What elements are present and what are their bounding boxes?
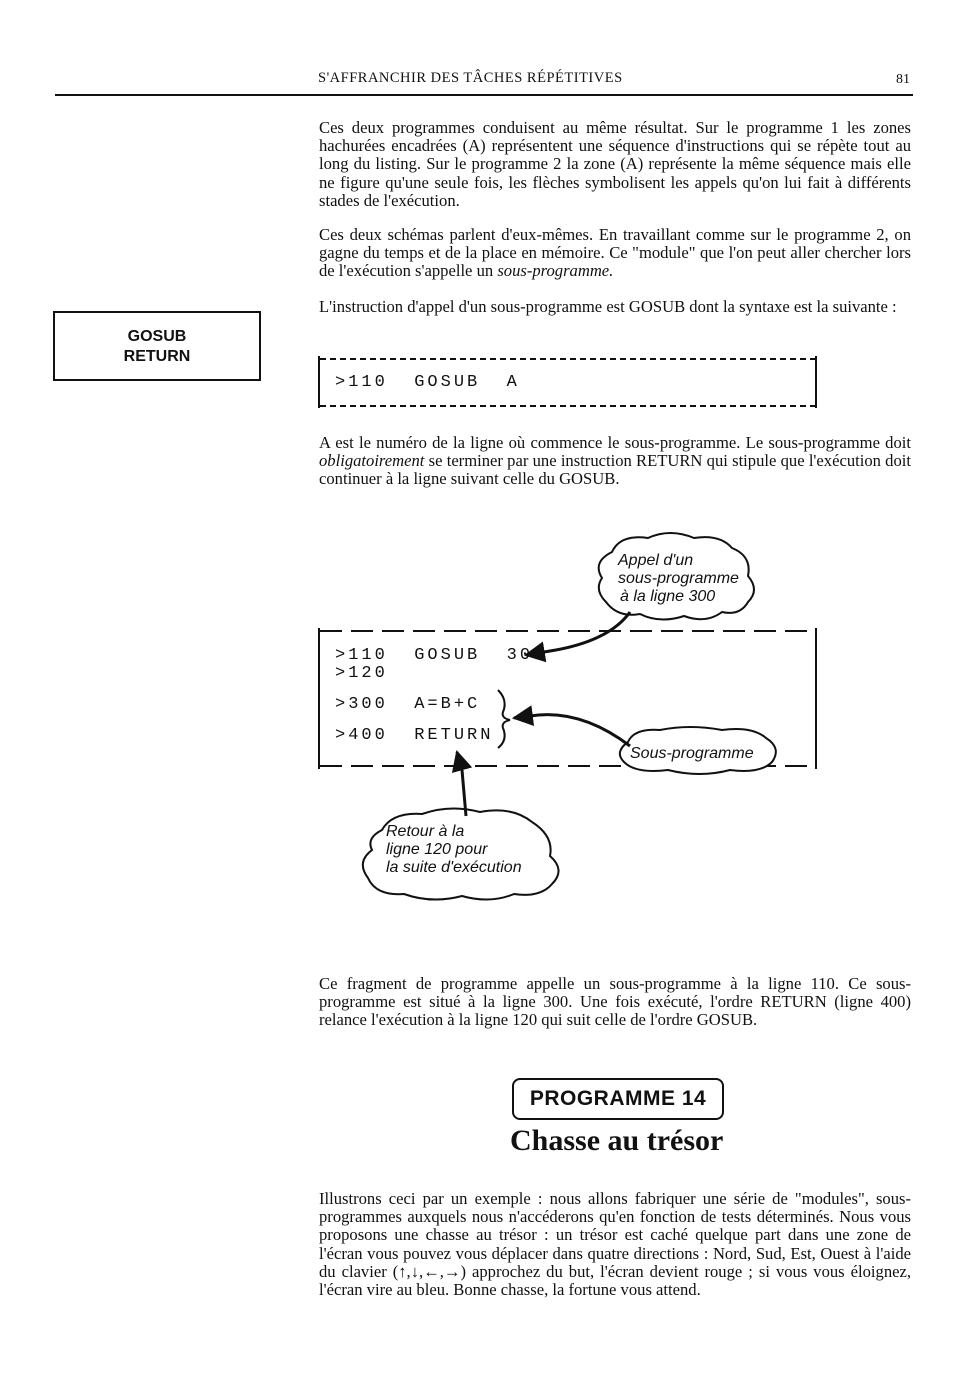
cloud-sub-label: Sous-programme: [630, 745, 754, 762]
code-line-300: >300 A=B+C: [335, 695, 481, 714]
page-number: 81: [896, 72, 910, 87]
code-line-120: >120: [335, 664, 388, 683]
paragraph-6: Illustrons ceci par un exemple : nous allons fabriquer une série de "modules", sous-programmes auxquels nous n'accéderons qu'en fonction de tests déterminés. Nous vous proposons une chasse au trésor : un trésor est caché quelque part dans une zone de l'écran vous pouvez vous déplacer dans quatre directions : Nord, Sud, Est, Ouest à l'aide du clavier (↑,↓,←,→) approchez du but, l'écran devient rouge ; si vous vous éloignez, l'écran vire au bleu. Bonne chasse, la fortune vous attend.: [319, 1189, 911, 1300]
paragraph-4-emphasis: obligatoirement: [319, 451, 425, 471]
cloud-return-line-2: ligne 120 pour: [386, 841, 488, 858]
programme-title: Chasse au trésor: [510, 1124, 724, 1157]
paragraph-1: Ces deux programmes conduisent au même résultat. Sur le programme 1 les zones hachurées encadrées (A) représentent une séquence d'instructions qui se répète tout au long du listing. Sur le programme 2 la zone (A) représente la même séquence mais elle ne figure qu'une seule fois, les flèches symbolisent les appels qu'on lui fait à différents stades de l'exécution.: [319, 118, 911, 210]
cloud-call-line-3: à la ligne 300: [620, 588, 716, 605]
cloud-return-line-1: Retour à la: [386, 823, 465, 840]
paragraph-4-text-start: A est le numéro de la ligne où commence le sous-programme. Le sous-programme doit: [319, 433, 911, 452]
margin-keyword-gosub: GOSUB: [127, 328, 187, 345]
running-header: S'AFFRANCHIR DES TÂCHES RÉPÉTITIVES: [318, 70, 623, 86]
subroutine-brace: [498, 690, 510, 748]
paragraph-5: Ce fragment de programme appelle un sous-programme à la ligne 110. Ce sous-programme est situé à la ligne 300. Une fois exécuté, l'ordre RETURN (ligne 400) relance l'exécution à la ligne 120 qui suit celle de l'ordre GOSUB.: [319, 974, 911, 1030]
subroutine-arrow: [514, 715, 630, 746]
paragraph-2-emphasis: sous-programme.: [497, 261, 614, 281]
programme-badge: PROGRAMME 14: [512, 1078, 724, 1120]
margin-keyword-return: RETURN: [123, 348, 191, 365]
code-line-110: >110 GOSUB 300: [335, 646, 547, 665]
return-arrow: [457, 752, 466, 816]
cloud-call-line-1: Appel d'un: [618, 552, 694, 569]
paragraph-4-text-end: se terminer par une instruction RETURN qui stipule que l'exécution doit continuer à la ligne suivant celle du GOSUB.: [319, 451, 911, 489]
cloud-call-line-2: sous-programme: [618, 570, 739, 587]
cloud-return-label: [386, 823, 522, 877]
code-line-400: >400 RETURN: [335, 726, 494, 745]
cloud-call-label: [618, 552, 739, 606]
paragraph-3: L'instruction d'appel d'un sous-programme est GOSUB dont la syntaxe est la suivante :: [319, 297, 897, 316]
paragraph-2-text: Ces deux schémas parlent d'eux-mêmes. En travaillant comme sur le programme 2, on gagne du temps et de la place en mémoire. Ce "module" que l'on peut aller chercher lors de l'exécution s'appelle un: [319, 225, 911, 281]
syntax-code: >110 GOSUB A: [335, 373, 520, 392]
cloud-return-line-3: la suite d'exécution: [386, 859, 522, 876]
